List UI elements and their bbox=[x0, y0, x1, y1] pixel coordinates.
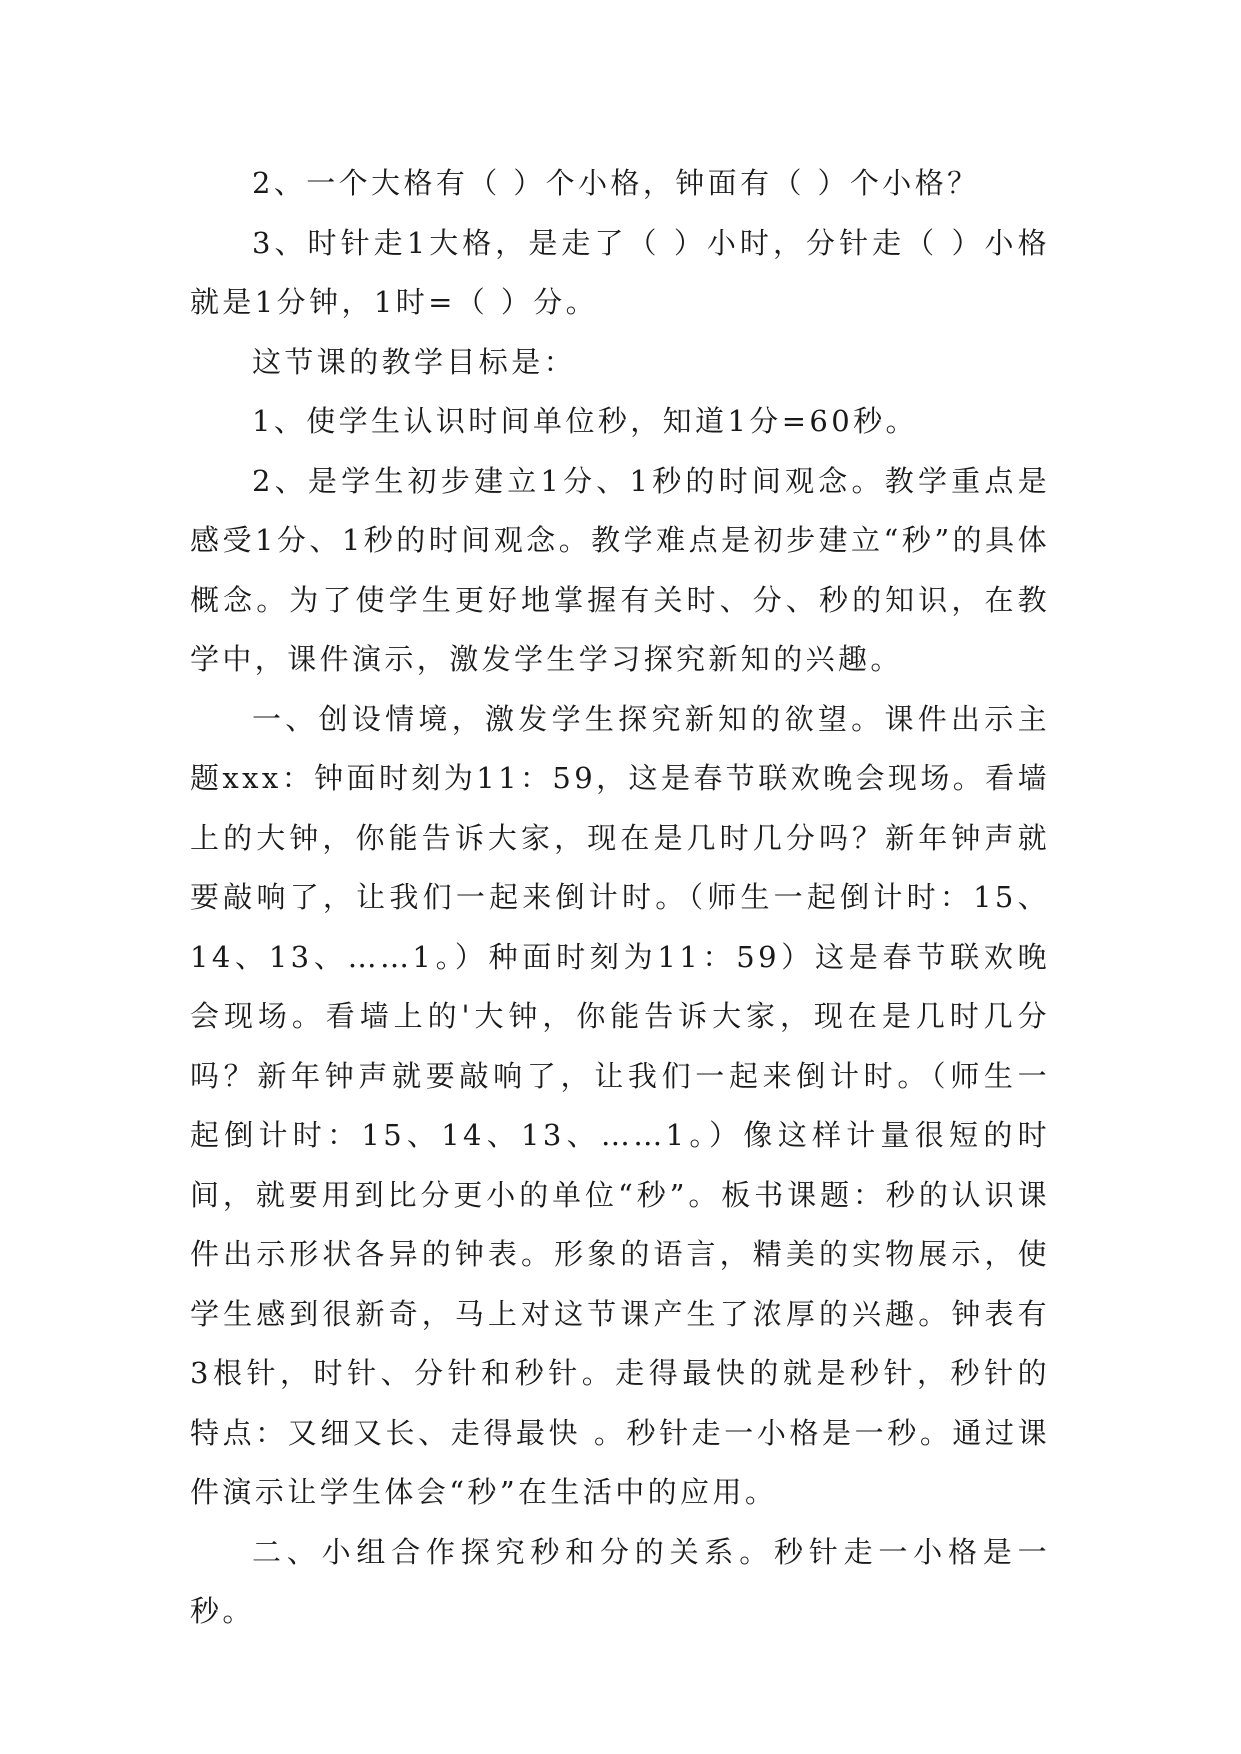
paragraph-objective-1: 1、使学生认识时间单位秒，知道1分=60秒。 bbox=[252, 404, 918, 438]
paragraph-section-1: 一、创设情境，激发学生探究新知的欲望。课件出示主题xxx：钟面时刻为11：59，这是春节联欢晚会现场。看墙上的大钟，你能告诉大家，现在是几时几分吗？新年钟声就要敲响了，让我们一起来倒计时。（师生一起倒计时：15、14、13、……1。）种面时刻为11：59）这是春节联欢晚会现场。看墙上的'大钟，你能告诉大家，现在是几时几分吗？新年钟声就要敲响了，让我们一起来倒计时。（师生一起倒计时：15、14、13、……1。）像这样计量很短的时间，就要用到比分更小的单位“秒”。板书课题：秒的认识课件出示形状各异的钟表。形象的语言，精美的实物展示，使学生感到很新奇，马上对这节课产生了浓厚的兴趣。钟表有3根针，时针、分针和秒针。走得最快的就是秒针，秒针的特点：又细又长、走得最快 。秒针走一小格是一秒。通过课件演示让学生体会“秒”在生活中的应用。 bbox=[190, 701, 1050, 1509]
paragraph-section-2: 二、小组合作探究秒和分的关系。秒针走一小格是一秒。 bbox=[190, 1534, 1050, 1628]
paragraph-objectives-heading: 这节课的教学目标是： bbox=[252, 344, 577, 379]
document-body bbox=[190, 154, 1050, 1642]
paragraph-question-3: 3、时针走1大格，是走了（ ）小时，分针走（ ）小格就是1分钟，1时=（ ）分。 bbox=[190, 225, 1050, 319]
paragraph-objective-2: 2、是学生初步建立1分、1秒的时间观念。教学重点是感受1分、1秒的时间观念。教学难点是初步建立“秒”的具体概念。为了使学生更好地掌握有关时、分、秒的知识，在教学中，课件演示，激发学生学习探究新知的兴趣。 bbox=[190, 463, 1050, 676]
paragraph-question-2: 2、一个大格有（ ）个小格，钟面有（ ）个小格？ bbox=[252, 166, 980, 200]
